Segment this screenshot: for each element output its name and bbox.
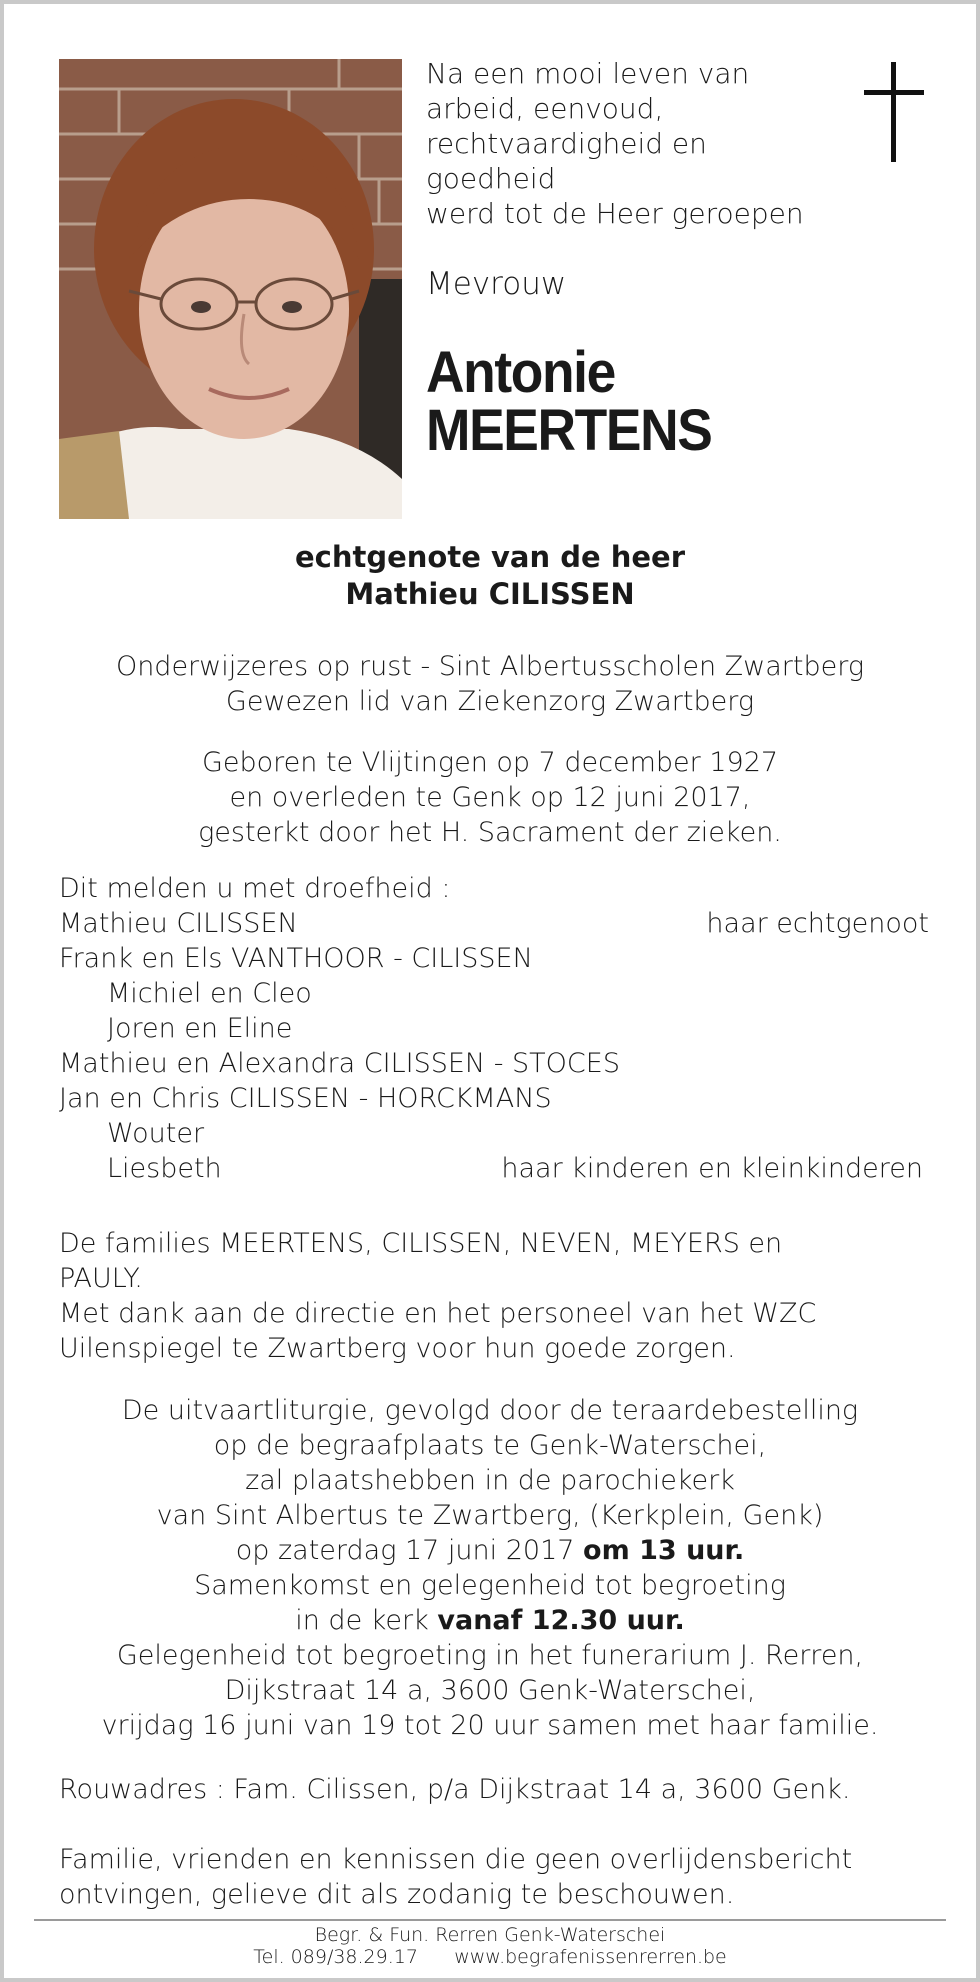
funeral-line: zal plaatshebben in de parochiekerk	[245, 1465, 735, 1496]
birth-death-line: Geboren te Vlijtingen op 7 december 1927	[201, 747, 779, 778]
gathering-time: vanaf 12.30 uur.	[437, 1605, 685, 1636]
funeral-time: om 13 uur.	[583, 1535, 745, 1566]
mourner-row: Mathieu en Alexandra CILISSEN - STOCES	[59, 1048, 620, 1079]
funeral-line: op de begraafplaats te Genk-Waterschei,	[213, 1430, 767, 1461]
funeral-line: Samenkomst en gelegenheid tot begroeting	[194, 1570, 786, 1601]
mourners-intro: Dit melden u met droefheid :	[59, 873, 451, 904]
occupation-line: Gewezen lid van Ziekenzorg Zwartberg	[225, 686, 755, 717]
intro-line: rechtvaardigheid en	[426, 127, 707, 160]
intro-line: werd tot de Heer geroepen	[426, 197, 804, 230]
mourner-row: Jan en Chris CILISSEN - HORCKMANS	[59, 1083, 552, 1114]
footer-line: Tel. 089/38.29.17 www.begrafenissenrerren.be	[253, 1946, 727, 1968]
birth-death-line: gesterkt door het H. Sacrament der zieken.	[198, 817, 782, 848]
intro-line: goedheid	[426, 162, 556, 195]
gathering-place: in de kerk	[295, 1605, 438, 1636]
spouse-name: Mathieu CILISSEN	[345, 577, 635, 611]
address-line: Rouwadres : Fam. Cilissen, p/a Dijkstraat 14 a, 3600 Genk.	[59, 1774, 851, 1805]
funeral-line	[4, 1603, 976, 1638]
spouse-line: echtgenote van de heer	[294, 540, 685, 574]
intro-line: arbeid, eenvoud,	[426, 92, 664, 125]
address-block	[59, 1772, 929, 1807]
funeral-line: Gelegenheid tot begroeting in het funerarium J. Rerren,	[116, 1640, 864, 1671]
mourner-row: Frank en Els VANTHOOR - CILISSEN	[59, 943, 533, 974]
last-name: MEERTENS	[426, 398, 712, 463]
honorific: Mevrouw	[426, 266, 567, 302]
funeral-date: op zaterdag 17 juni 2017	[235, 1535, 584, 1566]
mourner-row	[59, 1151, 929, 1186]
footer-divider	[34, 1919, 946, 1921]
mourner-role: haar echtgenoot	[706, 908, 929, 939]
families-line: PAULY.	[59, 1263, 143, 1294]
funeral-line: vrijdag 16 juni van 19 tot 20 uur samen met haar familie.	[101, 1710, 879, 1741]
mourner-row: Joren en Eline	[107, 1013, 293, 1044]
funeral-line: De uitvaartliturgie, gevolgd door de teraardebestelling	[121, 1395, 859, 1426]
occupation-line: Onderwijzeres op rust - Sint Albertusscholen Zwartberg	[115, 651, 865, 682]
families-line: Uilenspiegel te Zwartberg voor hun goede zorgen.	[59, 1333, 736, 1364]
mourner-role: haar kinderen en kleinkinderen	[501, 1153, 923, 1184]
mourner-name: Liesbeth	[107, 1153, 222, 1184]
funeral-home-footer	[4, 1924, 976, 1968]
families-line: Met dank aan de directie en het personeel van het WZC	[59, 1298, 817, 1329]
families-line: De families MEERTENS, CILISSEN, NEVEN, MEYERS en	[59, 1228, 783, 1259]
closing-line: Familie, vrienden en kennissen die geen overlijdensbericht	[59, 1844, 853, 1875]
funeral-line	[4, 1533, 976, 1568]
mourner-name: Mathieu CILISSEN	[59, 908, 298, 939]
deceased-name	[426, 340, 849, 463]
intro-text	[426, 56, 826, 231]
occupation-block	[4, 649, 976, 719]
mourner-row: Michiel en Cleo	[107, 978, 312, 1009]
spouse-block	[4, 539, 976, 613]
funeral-line: Dijkstraat 14 a, 3600 Genk-Waterschei,	[224, 1675, 756, 1706]
portrait-photo	[59, 59, 402, 519]
cross-icon	[864, 62, 924, 162]
birth-death-block	[4, 745, 976, 850]
closing-line: ontvingen, gelieve dit als zodanig te beschouwen.	[59, 1879, 735, 1910]
mourners-block	[59, 871, 929, 1186]
funeral-block	[4, 1393, 976, 1743]
mourner-row	[59, 906, 929, 941]
first-name: Antonie	[426, 340, 615, 405]
footer-line: Begr. & Fun. Rerren Genk-Waterschei	[314, 1924, 666, 1946]
mourner-row: Wouter	[107, 1118, 205, 1149]
intro-line: Na een mooi leven van	[426, 57, 750, 90]
funeral-line: van Sint Albertus te Zwartberg, (Kerkplein, Genk)	[156, 1500, 824, 1531]
birth-death-line: en overleden te Genk op 12 juni 2017,	[229, 782, 751, 813]
closing-block	[59, 1842, 929, 1912]
families-block	[59, 1226, 929, 1366]
